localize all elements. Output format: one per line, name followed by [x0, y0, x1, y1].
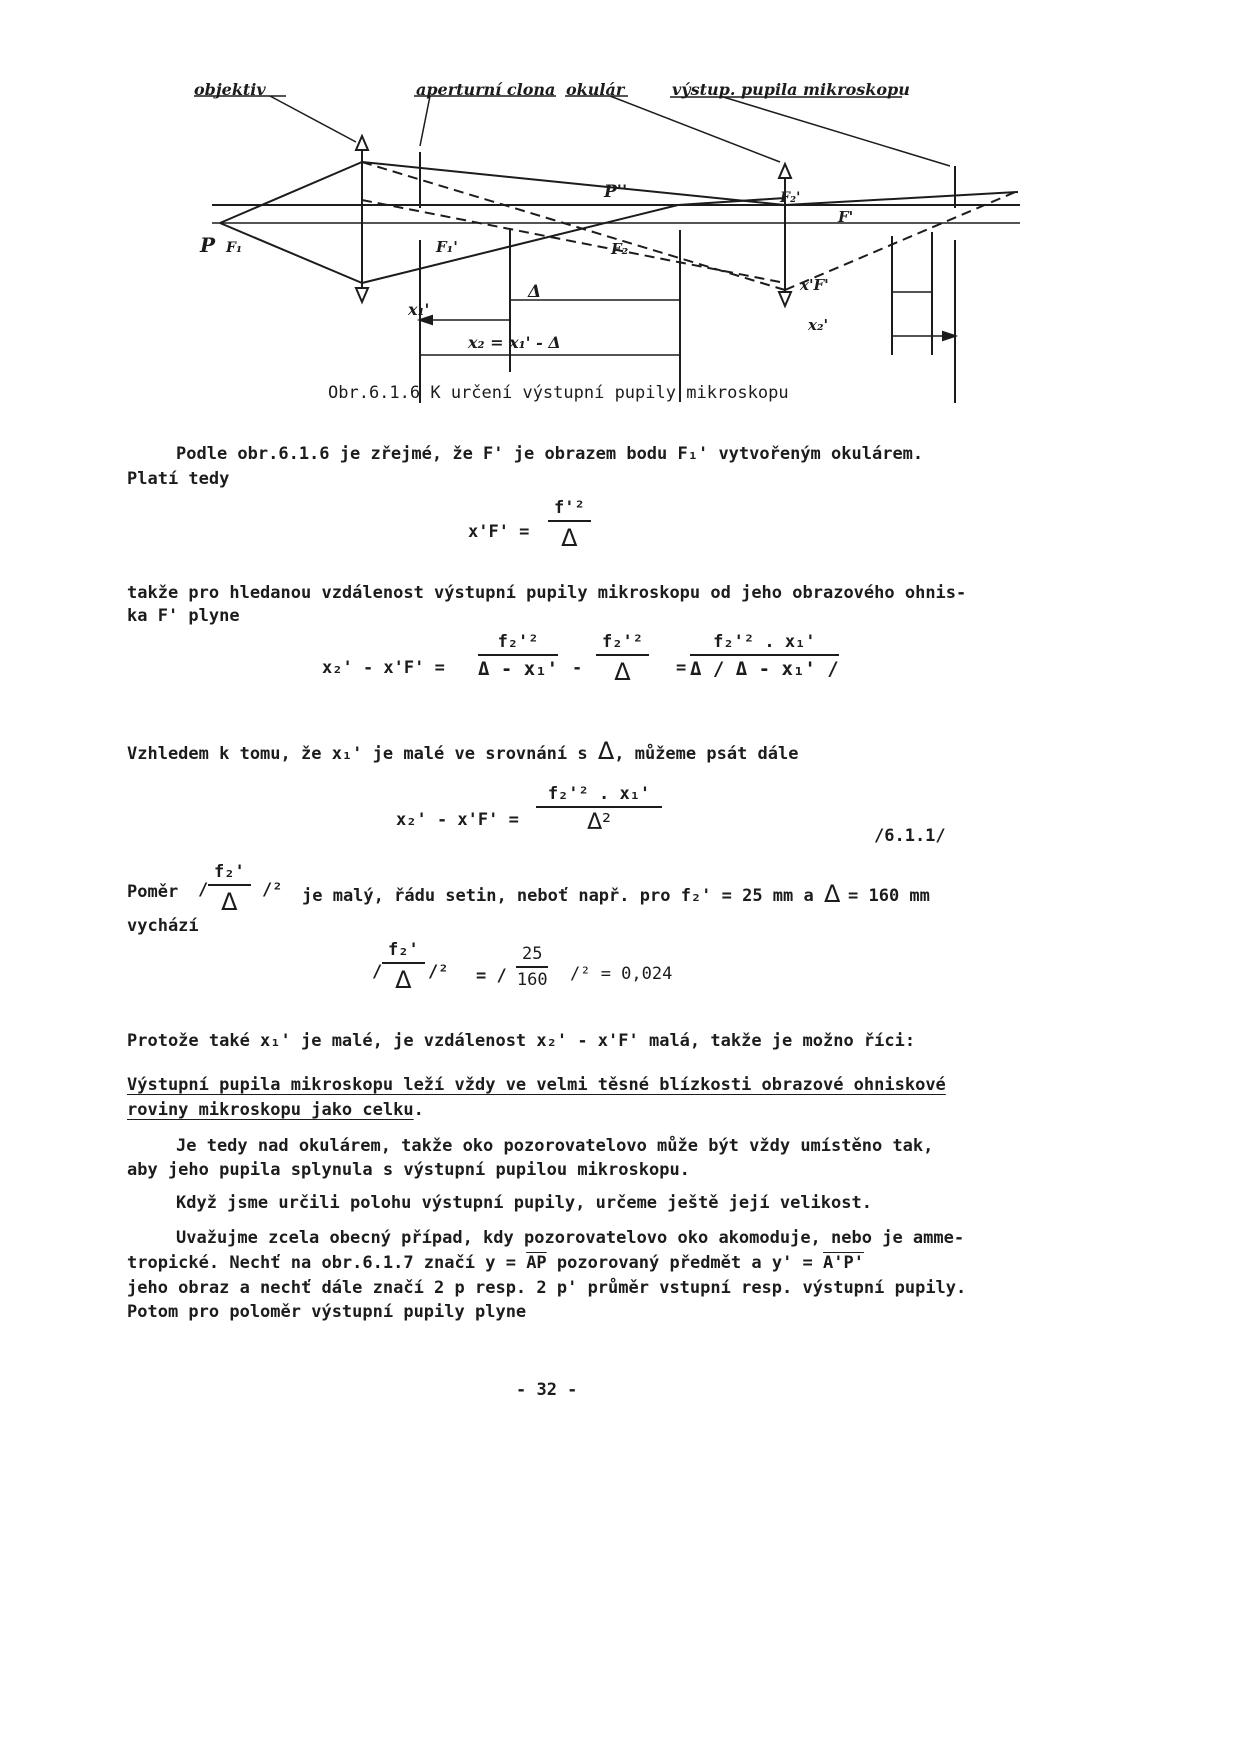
- equation-3-tag: /6.1.1/: [874, 826, 946, 846]
- paragraph-9-line-2-part-a: tropické. Nechť na obr.6.1.7 značí y =: [127, 1253, 516, 1273]
- paragraph-8: Když jsme určili polohu výstupní pupily, určeme ještě její velikost.: [176, 1193, 872, 1213]
- label-f2-prime: F₂': [780, 190, 801, 206]
- label-exit-pupil: výstup. pupila mikroskopu: [672, 80, 910, 99]
- label-p: P: [200, 233, 216, 257]
- equation-3-fraction: [536, 784, 662, 835]
- paragraph-4-ratio-denominator: Δ: [221, 888, 238, 916]
- equation-2-fraction-2: [596, 632, 649, 686]
- equation-1-numerator: f'²: [548, 498, 591, 522]
- equation-4-close: /²: [428, 962, 449, 982]
- paragraph-6-line-2-underlined: roviny mikroskopu jako celku: [127, 1100, 414, 1120]
- label-f2: F₂: [611, 240, 629, 258]
- equation-4-open: /: [372, 962, 383, 982]
- equation-4-fraction-2-numerator: 25: [516, 944, 548, 968]
- paragraph-6-line-2-end: .: [413, 1100, 424, 1120]
- paragraph-9-ap-prime: A'P': [823, 1253, 864, 1273]
- paragraph-2-line-1: takže pro hledanou vzdálenost výstupní pupily mikroskopu od jeho obrazového ohnis-: [127, 583, 967, 603]
- paragraph-5: Protože také x₁' je malé, je vzdálenost x₂' - x'F' malá, takže je možno říci:: [127, 1031, 916, 1051]
- paragraph-9-line-4: Potom pro poloměr výstupní pupily plyne: [127, 1302, 527, 1322]
- paragraph-7-line-1: Je tedy nad okulárem, takže oko pozorovatelovo může být vždy umístěno tak,: [176, 1136, 934, 1156]
- equation-2-lhs: x₂' - x'F' =: [322, 658, 445, 678]
- equation-2-minus: -: [572, 658, 583, 678]
- paragraph-7-line-2: aby jeho pupila splynula s výstupní pupilou mikroskopu.: [127, 1160, 690, 1180]
- paragraph-9-line-2: [127, 1253, 864, 1273]
- paragraph-9-ap: $\overline{AP}$: [526, 1253, 547, 1273]
- label-f-prime: F': [838, 208, 854, 226]
- paragraph-4-part-b: je malý, řádu setin, neboť např. pro f₂' = 25 mm a: [302, 886, 814, 906]
- equation-3-numerator: f₂'² . x₁': [536, 784, 662, 808]
- paragraph-4-delta: Δ: [824, 880, 841, 908]
- paragraph-4-ratio-open: /: [198, 880, 209, 900]
- equation-4-end: /² = 0,024: [570, 964, 673, 984]
- label-objective: objektiv: [194, 80, 266, 99]
- paragraph-3: [127, 737, 798, 765]
- equation-4-fraction-1: [382, 940, 425, 994]
- equation-2-fraction-3: [690, 632, 839, 680]
- equation-4-fraction-2-denominator: 160: [516, 970, 548, 990]
- equation-2-fraction-3-numerator: f₂'² . x₁': [690, 632, 839, 656]
- equation-3-lhs: x₂' - x'F' =: [396, 810, 519, 830]
- paragraph-4-ratio-close: /²: [262, 880, 283, 900]
- equation-4-middle: = /: [476, 966, 507, 986]
- equation-1-fraction: [548, 498, 591, 552]
- equation-2-fraction-1: [478, 632, 558, 680]
- paragraph-4-part-a: Poměr: [127, 882, 179, 902]
- paragraph-4-ratio-numerator: f₂': [208, 862, 251, 886]
- figure-caption: Obr.6.1.6 K určení výstupní pupily mikroskopu: [328, 383, 789, 403]
- paragraph-4-ratio: [208, 862, 251, 916]
- equation-3-denominator: Δ²: [587, 810, 611, 835]
- equation-4-fraction-1-denominator: Δ: [395, 966, 412, 994]
- paragraph-6-line-2: [127, 1100, 424, 1120]
- paragraph-9-line-3: jeho obraz a nechť dále značí 2 p resp. 2 p' průměr vstupní resp. výstupní pupily.: [127, 1278, 967, 1298]
- label-f1: F₁: [226, 240, 243, 256]
- equation-2-fraction-2-denominator: Δ: [614, 658, 631, 686]
- paragraph-9-line-1: Uvažujme zcela obecný případ, kdy pozorovatelovo oko akomoduje, nebo je amme-: [176, 1228, 965, 1248]
- label-aperture-stop: aperturní clona: [416, 80, 556, 99]
- paragraph-2-line-2: ka F' plyne: [127, 606, 240, 626]
- paragraph-3-delta: Δ: [597, 737, 615, 765]
- label-f1-prime: F₁': [436, 238, 458, 256]
- paragraph-3-part-b: , můžeme psát dále: [614, 744, 799, 764]
- equation-4-fraction-2: [516, 944, 548, 990]
- label-x2-prime: x₂': [808, 316, 829, 334]
- label-x1-prime: x₁': [408, 300, 430, 319]
- label-delta: Δ: [528, 282, 542, 302]
- equation-2-fraction-1-numerator: f₂'²: [478, 632, 558, 656]
- label-eyepiece: okulár: [566, 80, 625, 99]
- label-x2-equation: x₂ = x₁' - Δ: [468, 333, 561, 352]
- optical-diagram: [180, 80, 1040, 420]
- paragraph-9-line-2-part-b: pozorovaný předmět a y' =: [546, 1253, 813, 1273]
- paragraph-4-part-c: = 160 mm: [848, 886, 930, 906]
- page-number: - 32 -: [516, 1380, 578, 1400]
- paragraph-1-line-1: Podle obr.6.1.6 je zřejmé, že F' je obrazem bodu F₁' vytvořeným okulárem.: [176, 444, 924, 464]
- equation-4-fraction-1-numerator: f₂': [382, 940, 425, 964]
- paragraph-4-line-2: vychází: [127, 916, 199, 936]
- equation-1-lhs: x'F' =: [468, 522, 530, 542]
- paragraph-1-line-2: Platí tedy: [127, 469, 230, 489]
- paragraph-6-line-1: Výstupní pupila mikroskopu leží vždy ve velmi těsné blízkosti obrazové ohniskové: [127, 1075, 946, 1095]
- label-p-double-prime: P'': [604, 182, 628, 202]
- paragraph-3-part-a: Vzhledem k tomu, že x₁' je malé ve srovnání s: [127, 744, 588, 764]
- equation-2-fraction-3-denominator: Δ / Δ - x₁' /: [690, 658, 839, 680]
- equation-1-denominator: Δ: [561, 524, 578, 552]
- label-x-f-prime: x'F': [800, 276, 829, 294]
- equation-2-equals: =: [676, 658, 687, 678]
- equation-2-fraction-2-numerator: f₂'²: [596, 632, 649, 656]
- equation-2-fraction-1-denominator: Δ - x₁': [478, 658, 559, 680]
